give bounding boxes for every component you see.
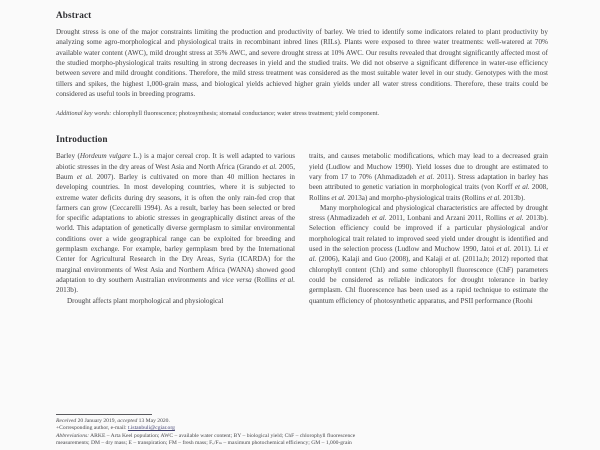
abbreviations-text-2: measurements; DM – dry mass; E – transpiration; FM – fresh mass; Fᵥ/Fₘ – maximum photochemical efficiency; GM – 1,000-grain (56, 440, 352, 447)
received-date: 20 January 2019, (76, 417, 118, 424)
two-column-body (56, 151, 548, 305)
abstract-body (56, 27, 548, 99)
accepted-label: accepted (117, 417, 138, 424)
left-paragraph-1: Barley (Hordeum vulgare L.) is a major cereal crop. It is well adapted to various abiotic stresses in the dry areas of West Asia and North Africa (Grando et al. 2005, Baum et al. 2007). Barley is cultivated on more than 40 million hectares in developing countries. In most developing countries, where it is subjected to extreme water deficits during dry seasons, it is often the only rain-fed crop that farmers can grow (Ceccarelli 1994). As a result, barley has been selected or bred for specific adaptations to abiotic stresses in geographically distinct areas of the world. This adaptation of genetically diverse germplasm to similar environmental conditions over a wide geographical range can be exploited for breeding and germplasm exchange. For example, barley germplasm bred by the International Center for Agricultural Research in the Dry Areas, Syria (ICARDA) for the marginal environments of West Asia and Northern Africa (WANA) showed good adaptation to dry southern Australian environments and vice versa (Rollins et al. 2013b). (56, 152, 296, 295)
left-paragraph-2: Drought affects plant morphological and physiological (67, 296, 224, 305)
right-paragraph-1: traits, and causes metabolic modifications, which may lead to a decreased grain yield (Ludlow and Muchow 1990). Yield losses due to drought are estimated to vary from 17 to 70% (Ahmadizadeh et al. 2011). Stress adaptation in barley has been attributed to genetic variation in morphological traits (von Korff et al. 2008, Rollins et al. 2013a) and morpho-physiological traits (Rollins et al. 2013b). (309, 152, 549, 202)
introduction-section (56, 134, 548, 305)
footnote-block (56, 414, 548, 448)
introduction-heading: Introduction (56, 134, 108, 145)
keywords-text: chlorophyll fluorescence; photosynthesis; stomatal conductance; water stress treatment; yield component. (111, 110, 380, 118)
footnote-abbreviations-line-2 (56, 440, 548, 448)
introduction-title-wrap (56, 134, 548, 144)
right-column (309, 151, 548, 305)
abstract-section (56, 10, 548, 99)
keywords-line (56, 109, 548, 118)
keywords-label: Additional key words: (56, 110, 112, 118)
right-paragraph-2: Many morphological and physiological characteristics are affected by drought stress (Ahmadizadeh et al. 2011, Lonbani and Arzani 2011, Rollins et al. 2013b). Selection efficiency could be improved if a particular physiological and/or morphological trait related to improved seed yield under drought is identified and used in the selection process (Ludlow and Muchow 1990, Jatoi et al. 2011). Li et al. (2006), Kalaji and Guo (2008), and Kalaji et al. (2011a,b; 2012) reported that chlorophyll content (Chl) and some chlorophyll fluorescence (ChF) parameters could be considered as reliable indicators for drought tolerance in barley germplasm. Chl fluorescence has been used as a rapid technique to estimate the quantum efficiency of photosynthetic apparatus, and PSII performance (Roohi (309, 203, 548, 305)
received-label: Received (56, 417, 77, 424)
abstract-paragraph: Drought stress is one of the major constraints limiting the production and productivity of barley. We tried to identify some indicators related to plant productivity by analyzing some agro-morphological and physiological traits in recombinant inbred lines (RILs). Plants were exposed to three water treatments: well-watered at 70% available water content (AWC), mild drought stress at 35% AWC, and severe drought stress at 10% AWC. Our results revealed that drought significantly affected most of the studied morpho-physiological traits resulting in strong decreases in yield and the studied traits. We did not observe a significant difference in water-use efficiency between severe and mild drought conditions. Therefore, the mild stress treatment was considered as the most suitable water level in our study. Genotypes with the most tillers and spikes, the highest 1,000-grain mass, and biological yields achieved higher grain yields under all water stress conditions. Therefore, these traits could be considered as useful tools in breeding programs. (56, 28, 548, 99)
accepted-date: 13 May 2020. (137, 417, 170, 424)
abstract-heading: Abstract (56, 10, 92, 20)
corresponding-author-label: +Corresponding author, e-mail: (56, 425, 128, 432)
abbreviations-label: Abbreviations: (56, 432, 90, 439)
footnote-divider (56, 414, 152, 415)
footnote-corresponding-line (56, 425, 548, 433)
footnote-received-line (56, 418, 548, 426)
left-column (56, 151, 295, 305)
abbreviations-text-1: ARKE – Arta Keel population; AWC – available water content; BY – biological yield; ChF – chlorophyll fluorescence (89, 432, 356, 439)
corresponding-author-email-link[interactable]: t.istanbuli@cgiar.org (127, 425, 175, 432)
